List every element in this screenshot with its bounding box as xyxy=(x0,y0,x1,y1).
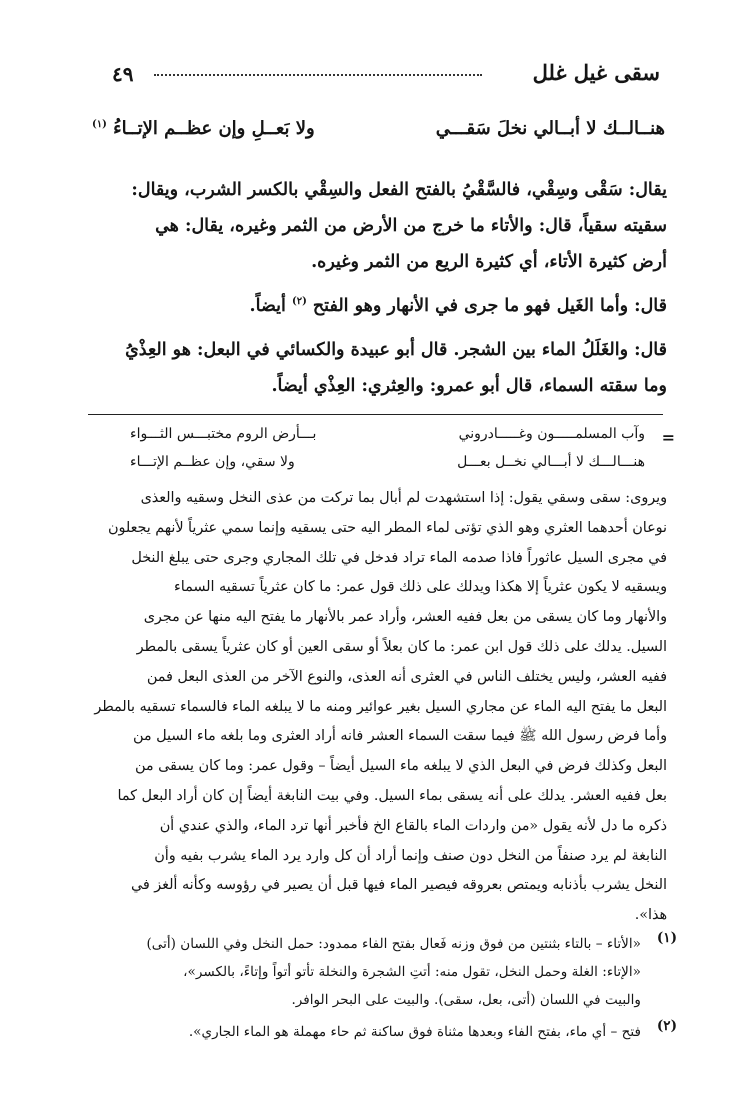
footnote-line: «الأتاء – بالتاء بثنتين من فوق وزنه فَعال بفتح الفاء ممدود: حمل النخل وفي اللسان (أتى) xyxy=(146,936,641,952)
notes-line: والأنهار وما كان يسقى من بعل ففيه العشر، وأراد عمر بالأنهار ما يفتح اليه منها عن مجرى xyxy=(143,609,667,626)
notes-line: نوعان أحدهما العثري وهو الذي تؤتى لماء المطر اليه حتى يسقيه وإنما سمي عثرياً لأنهم يجعلون xyxy=(107,519,667,536)
notes-line: ويسقيه لا يكون عثرياً إلا هكذا ويدلك على ذلك قول عمر: ما كان عثرياً تسقيه السماء xyxy=(173,579,667,596)
paragraph-text: قال: وأما الغَيل فهو ما جرى في الأنهار وهو الفتح xyxy=(312,296,667,316)
notes-verse-2 xyxy=(130,454,645,480)
notes-line: بعل ففيه العشر. يدلك على أنه يسقى بماء السيل. وفي بيت النابغة أيضاً إن كان أراد البعل كما xyxy=(117,787,667,804)
running-head: سقى غيل غلل xyxy=(532,60,660,85)
footnote-ref-1: (١) xyxy=(92,119,107,130)
verse-second-text: ولا بَعــلِ وإن عظــم الإتــاءُ xyxy=(113,118,315,139)
notes-line: ويروى: سقى وسقي يقول: إذا استشهدت لم أبال بما تركت من عذى النخل وسقيه والعذى xyxy=(140,490,667,506)
footnote-1-mark: (١) xyxy=(656,930,677,946)
continuation-mark: = xyxy=(661,428,675,447)
notes-verse-1 xyxy=(130,426,645,452)
footnote-2-body xyxy=(88,1018,641,1046)
main-line: سقيته سقياً، قال: والأتاء ما خرج من الأرض من الثمر وغيره، يقال: هي xyxy=(155,216,667,236)
notes-line: البعل وكذلك فرض في البعل الذي لا يبلغه ماء السيل أيضاً – وقول عمر: وما كان يسقى من xyxy=(135,758,667,775)
footnote-2-mark: (٢) xyxy=(656,1018,677,1034)
main-line: وما سقته السماء، قال أبو عمرو: والعِثري: العِذْي أيضاً. xyxy=(271,376,667,396)
main-line: أرض كثيرة الأتاء، أي كثيرة الريع من الثمر وغيره. xyxy=(311,252,667,272)
footnote-line: فتح – أي ماء، بفتح الفاء وبعدها مثناة فوق ساكنة ثم حاء مهملة هو الماء الجاري». xyxy=(188,1024,641,1040)
verse-second-hemistich xyxy=(92,118,315,139)
notes-verse-1-second: بـــأرض الروم مختبـــس الثـــواء xyxy=(130,426,317,442)
header-dotted-leader xyxy=(154,74,482,76)
footnote-line: والبيت في اللسان (أتى، بعل، سقى). والبيت على البحر الوافر. xyxy=(291,992,641,1008)
main-line: يقال: سَقْى وسِقْي، فالسَّقْيُ بالفتح الفعل والسِقْي بالكسر الشرب، ويقال: xyxy=(131,180,667,200)
notes-line: البعل ما يفتح اليه الماء عن مجاري السيل بغير عوائير ومنه ما لا يبلغه الماء فالسماء تسقيه بالمطر xyxy=(94,698,667,715)
footnote-1-body xyxy=(88,930,641,1014)
page-number: ٤٩ xyxy=(112,62,134,86)
page-header xyxy=(112,60,660,90)
notes-verse-2-first: هنـــالـــك لا أبـــالي نخــل بعـــل xyxy=(457,454,645,470)
main-line: قال: والغَلَلُ الماء بين الشجر. قال أبو عبيدة والكسائي في البعل: هو العِذْيُ xyxy=(125,340,667,360)
notes-line: ذكره ما دل لأنه يقول «من واردات الماء بالقاع الخ فأخبر أنها ترد الماء، والذي عندي أن xyxy=(159,817,667,834)
notes-line: النخل يشرب بأذنابه ويمتص بعروقه فيصير الماء فيها قبل أن يصير في رؤوسه وكأنه ألغز في xyxy=(130,877,667,894)
footnote-line: «الإتاء: الغلة وحمل النخل، تقول منه: أتتِ الشجرة والنخلة تأتو أتواً وإتاءً، بالكسر»، xyxy=(183,964,641,980)
footnote-ref-2: (٢) xyxy=(291,296,307,308)
poem-verse xyxy=(92,118,665,152)
notes-line: وأما فرض رسول الله ﷺ فيما سقت السماء العشر فانه أراد العثرى وما بلغه ماء السيل من xyxy=(133,728,667,745)
notes-divider xyxy=(88,414,663,415)
notes-text xyxy=(92,484,667,931)
notes-verse-1-first: وآب المسلمـــــون وغـــــادروني xyxy=(458,426,645,442)
notes-line: النابغة لم يرد صنفاً من النخل دون صنف وإنما أراد أن كل وارد يرد الماء يشرب بفيه وأن xyxy=(154,847,667,864)
footnote-2 xyxy=(88,1018,677,1046)
notes-line: هذا». xyxy=(634,907,667,924)
notes-line: السيل. يدلك على ذلك قول ابن عمر: ما كان بعلاً أو سقى العين أو كان عثرياً يسقى بالمطر xyxy=(136,638,667,655)
verse-first-hemistich: هنــالــك لا أبــالي نخلَ سَقـــي xyxy=(435,118,665,139)
paragraph-text-end: أيضاً. xyxy=(249,296,292,316)
main-line xyxy=(92,288,667,324)
main-text xyxy=(92,172,667,404)
notes-verse-2-second: ولا سقي، وإن عظــم الإتـــاء xyxy=(130,454,295,470)
notes-line: في مجرى السيل عاثوراً فاذا صدمه الماء تراد فدخل في تلك المجاري وجرى حتى يبلغ النخل xyxy=(131,549,667,566)
notes-line: ففيه العشر، وليس يختلف الناس في العثرى أنه العذى، والنوع الآخر من العذى البعل فمن xyxy=(146,668,667,685)
footnote-1 xyxy=(88,930,677,1014)
